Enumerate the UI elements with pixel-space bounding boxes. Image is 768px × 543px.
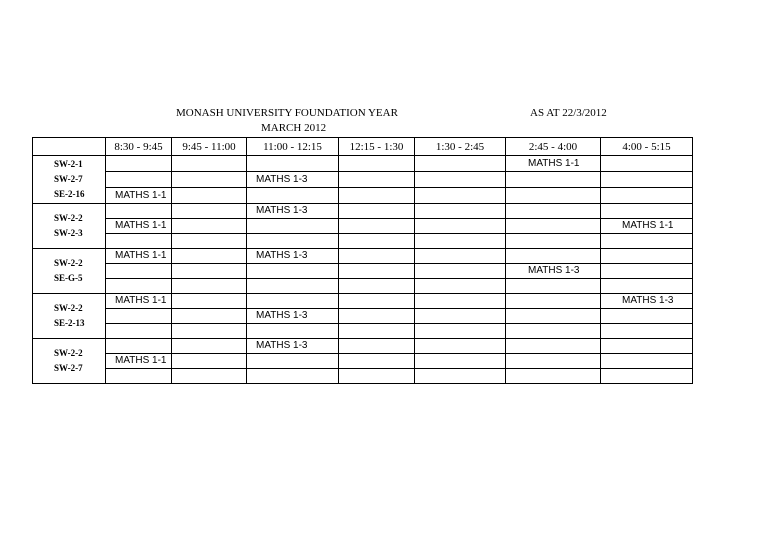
class-label — [601, 325, 622, 336]
class-label — [601, 265, 622, 276]
class-cell — [415, 156, 506, 172]
class-cell — [339, 218, 415, 233]
class-cell — [506, 353, 601, 368]
class-label — [339, 310, 348, 321]
class-label — [247, 158, 256, 169]
class-label — [415, 205, 424, 216]
class-label — [601, 340, 622, 351]
class-label — [415, 174, 424, 185]
class-label — [415, 355, 424, 366]
class-cell — [506, 233, 601, 248]
class-label — [106, 174, 115, 185]
class-cell — [106, 263, 172, 278]
class-label — [601, 280, 622, 291]
class-cell — [172, 263, 247, 278]
class-cell — [601, 368, 693, 383]
class-cell — [339, 248, 415, 263]
class-label — [172, 325, 192, 336]
class-cell — [415, 323, 506, 338]
class-label — [506, 310, 528, 321]
class-label — [506, 250, 528, 261]
time-slot-header: 8:30 - 9:45 — [106, 138, 172, 156]
timetable-row — [33, 353, 693, 368]
class-cell — [339, 308, 415, 323]
room-label: SW-2-2 — [54, 212, 83, 223]
class-cell — [601, 308, 693, 323]
class-label — [106, 205, 115, 216]
class-label — [601, 310, 622, 321]
room-label: SW-2-1 — [54, 159, 83, 169]
class-label — [172, 190, 192, 201]
timetable-row — [33, 248, 693, 263]
timetable — [32, 137, 693, 384]
class-label — [172, 250, 192, 261]
class-label — [415, 235, 424, 246]
room-list-cell — [33, 156, 106, 204]
class-cell — [106, 278, 172, 293]
class-cell — [415, 353, 506, 368]
class-cell — [415, 293, 506, 308]
room-label: SE-G-5 — [54, 273, 83, 284]
class-cell — [415, 263, 506, 278]
time-slot-header: 12:15 - 1:30 — [339, 138, 415, 156]
class-label — [601, 355, 622, 366]
class-cell — [601, 293, 693, 308]
class-cell — [339, 368, 415, 383]
class-label: MATHS 1-1 — [528, 157, 580, 169]
class-label — [506, 220, 528, 231]
class-cell — [106, 293, 172, 308]
class-label — [415, 370, 424, 381]
class-cell — [106, 308, 172, 323]
class-cell — [601, 203, 693, 218]
class-cell — [172, 278, 247, 293]
room-label: SE-2-16 — [54, 189, 85, 200]
class-cell — [506, 248, 601, 263]
class-cell — [247, 323, 339, 338]
class-label — [415, 265, 424, 276]
class-cell — [415, 248, 506, 263]
timetable-row — [33, 218, 693, 233]
class-cell — [247, 156, 339, 172]
class-label: MATHS 1-1 — [622, 220, 674, 232]
class-cell — [601, 171, 693, 187]
class-cell — [339, 187, 415, 203]
room-list-cell — [33, 203, 106, 248]
class-label: MATHS 1-3 — [256, 340, 308, 352]
time-slot-header: 9:45 - 11:00 — [172, 138, 247, 156]
class-label: MATHS 1-3 — [256, 250, 308, 262]
class-label: MATHS 1-3 — [256, 310, 308, 322]
class-cell — [247, 368, 339, 383]
class-cell — [172, 156, 247, 172]
class-cell — [601, 233, 693, 248]
class-label — [172, 280, 192, 291]
class-label — [415, 295, 424, 306]
class-cell — [247, 171, 339, 187]
timetable-row — [33, 233, 693, 248]
class-label — [506, 235, 528, 246]
room-label: SW-2-2 — [54, 347, 83, 358]
class-cell — [247, 338, 339, 353]
class-cell — [247, 293, 339, 308]
class-cell — [106, 368, 172, 383]
class-cell — [247, 278, 339, 293]
class-cell — [106, 203, 172, 218]
class-label — [172, 235, 192, 246]
class-label — [106, 280, 115, 291]
class-cell — [172, 218, 247, 233]
class-label: MATHS 1-1 — [115, 295, 167, 307]
room-label: SW-2-3 — [54, 228, 83, 239]
document-title: MONASH UNIVERSITY FOUNDATION YEAR — [176, 107, 398, 119]
timetable-row — [33, 203, 693, 218]
class-label — [506, 295, 528, 306]
class-cell — [601, 187, 693, 203]
class-label — [506, 190, 528, 201]
class-label — [247, 295, 256, 306]
class-label — [339, 174, 348, 185]
class-label — [415, 280, 424, 291]
class-cell — [506, 278, 601, 293]
class-label — [339, 280, 348, 291]
class-cell — [172, 293, 247, 308]
class-label — [172, 220, 192, 231]
class-cell — [172, 338, 247, 353]
class-label — [506, 280, 528, 291]
room-list-cell — [33, 248, 106, 293]
class-cell — [106, 218, 172, 233]
class-cell — [172, 203, 247, 218]
timetable-row — [33, 156, 693, 172]
class-cell — [247, 263, 339, 278]
class-label — [172, 370, 192, 381]
class-cell — [339, 263, 415, 278]
time-slot-header: 11:00 - 12:15 — [247, 138, 339, 156]
class-cell — [172, 248, 247, 263]
class-cell — [172, 323, 247, 338]
class-label — [339, 340, 348, 351]
class-label — [106, 325, 115, 336]
class-label — [415, 220, 424, 231]
class-cell — [339, 171, 415, 187]
class-cell — [506, 187, 601, 203]
class-label — [506, 340, 528, 351]
class-label — [506, 174, 528, 185]
class-cell — [601, 218, 693, 233]
class-label — [106, 310, 115, 321]
class-label — [247, 235, 256, 246]
class-label — [415, 325, 424, 336]
class-label — [172, 265, 192, 276]
class-label — [601, 250, 622, 261]
class-label — [339, 370, 348, 381]
timetable-row — [33, 278, 693, 293]
class-cell — [172, 187, 247, 203]
class-label — [415, 250, 424, 261]
class-cell — [172, 308, 247, 323]
class-label — [106, 265, 115, 276]
class-cell — [106, 323, 172, 338]
class-label — [601, 190, 622, 201]
class-label — [247, 325, 256, 336]
class-label — [601, 235, 622, 246]
class-label — [339, 295, 348, 306]
timetable-row — [33, 187, 693, 203]
class-label — [601, 174, 622, 185]
class-cell — [506, 203, 601, 218]
class-cell — [506, 368, 601, 383]
class-cell — [506, 218, 601, 233]
time-header-row — [33, 138, 693, 156]
class-cell — [247, 233, 339, 248]
timetable-row — [33, 263, 693, 278]
class-label: MATHS 1-1 — [115, 250, 167, 262]
class-label: MATHS 1-3 — [528, 265, 580, 277]
class-label — [106, 370, 115, 381]
room-label: SW-2-2 — [54, 257, 83, 268]
class-label — [339, 325, 348, 336]
class-label — [339, 355, 348, 366]
class-label — [506, 370, 528, 381]
class-label — [506, 355, 528, 366]
as-at-date: AS AT 22/3/2012 — [530, 107, 607, 119]
class-cell — [247, 353, 339, 368]
class-label — [106, 235, 115, 246]
class-cell — [172, 233, 247, 248]
room-label: SW-2-7 — [54, 363, 83, 374]
class-cell — [247, 203, 339, 218]
class-label — [601, 158, 622, 169]
class-cell — [415, 338, 506, 353]
class-cell — [172, 368, 247, 383]
class-cell — [601, 353, 693, 368]
class-cell — [247, 187, 339, 203]
class-cell — [339, 338, 415, 353]
class-label — [339, 220, 348, 231]
timetable-row — [33, 368, 693, 383]
class-label: MATHS 1-1 — [115, 355, 167, 367]
class-cell — [601, 338, 693, 353]
class-cell — [601, 278, 693, 293]
class-label — [339, 190, 348, 201]
class-label — [247, 220, 256, 231]
class-label — [172, 174, 192, 185]
class-cell — [415, 233, 506, 248]
class-cell — [339, 353, 415, 368]
class-label — [415, 190, 424, 201]
class-cell — [506, 323, 601, 338]
class-cell — [415, 368, 506, 383]
room-header-cell — [33, 138, 106, 156]
class-label — [601, 205, 622, 216]
class-label: MATHS 1-3 — [256, 173, 308, 185]
class-label — [247, 265, 256, 276]
class-cell — [172, 353, 247, 368]
class-label — [247, 280, 256, 291]
timetable-row — [33, 338, 693, 353]
time-slot-header: 4:00 - 5:15 — [601, 138, 693, 156]
class-label — [339, 265, 348, 276]
class-cell — [106, 187, 172, 203]
class-cell — [415, 187, 506, 203]
class-label — [506, 325, 528, 336]
class-cell — [106, 156, 172, 172]
class-label: MATHS 1-1 — [115, 189, 167, 201]
class-label — [247, 370, 256, 381]
class-cell — [339, 278, 415, 293]
class-label — [415, 158, 424, 169]
class-label — [247, 190, 256, 201]
class-cell — [106, 338, 172, 353]
class-cell — [506, 308, 601, 323]
timetable-row — [33, 323, 693, 338]
class-cell — [247, 218, 339, 233]
class-label — [172, 158, 192, 169]
room-list-cell — [33, 338, 106, 383]
class-label — [172, 295, 192, 306]
class-cell — [415, 308, 506, 323]
class-label: MATHS 1-3 — [256, 205, 308, 217]
class-label — [172, 310, 192, 321]
class-cell — [415, 171, 506, 187]
class-label: MATHS 1-3 — [622, 295, 674, 307]
class-cell — [415, 278, 506, 293]
timetable-row — [33, 308, 693, 323]
class-label — [247, 355, 256, 366]
class-label — [106, 340, 115, 351]
class-cell — [247, 248, 339, 263]
class-label — [339, 158, 348, 169]
class-cell — [506, 156, 601, 172]
class-label — [172, 340, 192, 351]
class-label — [415, 340, 424, 351]
class-cell — [339, 203, 415, 218]
class-cell — [339, 156, 415, 172]
class-label — [506, 205, 528, 216]
class-cell — [601, 263, 693, 278]
timetable-row — [33, 293, 693, 308]
class-cell — [339, 233, 415, 248]
class-cell — [106, 353, 172, 368]
class-label — [601, 370, 622, 381]
class-label — [172, 355, 192, 366]
class-cell — [247, 308, 339, 323]
class-cell — [601, 156, 693, 172]
class-cell — [601, 248, 693, 263]
class-label — [106, 158, 115, 169]
class-cell — [506, 293, 601, 308]
class-cell — [506, 171, 601, 187]
room-label: SW-2-7 — [54, 174, 83, 185]
room-list-cell — [33, 293, 106, 338]
class-cell — [106, 233, 172, 248]
timetable-row — [33, 171, 693, 187]
class-cell — [415, 203, 506, 218]
class-label — [415, 310, 424, 321]
class-label — [172, 205, 192, 216]
class-cell — [106, 248, 172, 263]
room-label: SW-2-2 — [54, 302, 83, 313]
class-cell — [506, 263, 601, 278]
class-cell — [339, 293, 415, 308]
class-label — [339, 250, 348, 261]
class-cell — [601, 323, 693, 338]
class-cell — [172, 171, 247, 187]
class-cell — [106, 171, 172, 187]
time-slot-header: 1:30 - 2:45 — [415, 138, 506, 156]
time-slot-header: 2:45 - 4:00 — [506, 138, 601, 156]
class-label — [339, 205, 348, 216]
class-cell — [506, 338, 601, 353]
class-label: MATHS 1-1 — [115, 220, 167, 232]
class-label — [339, 235, 348, 246]
document-month: MARCH 2012 — [261, 122, 327, 134]
class-cell — [415, 218, 506, 233]
room-label: SE-2-13 — [54, 318, 85, 329]
class-cell — [339, 323, 415, 338]
